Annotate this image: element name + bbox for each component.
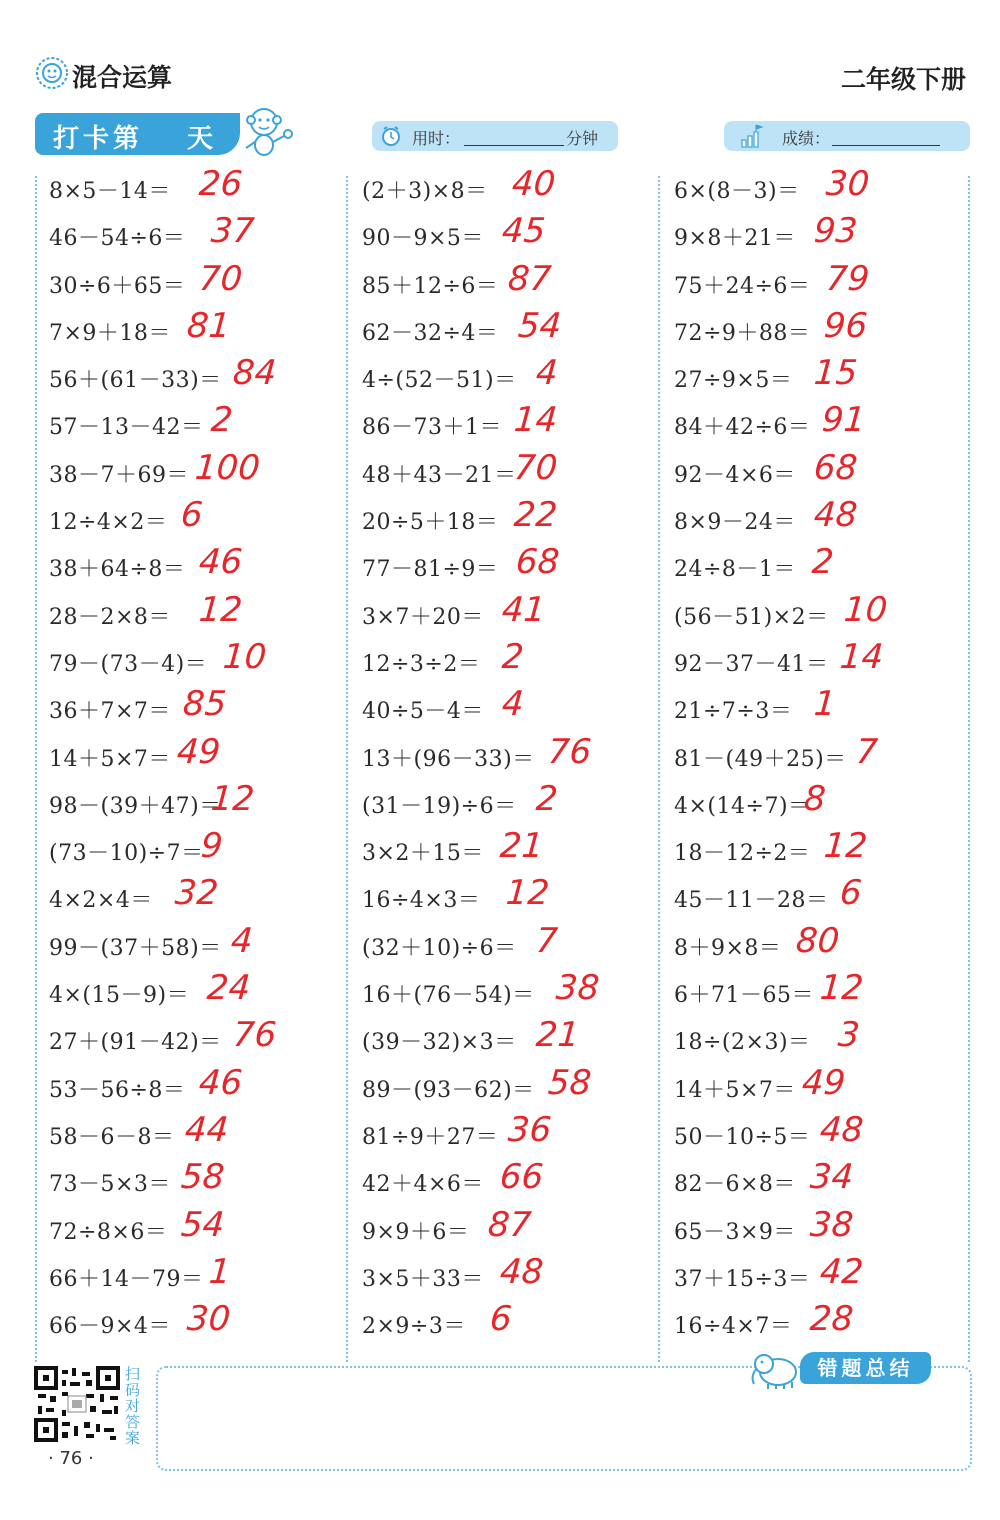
problem-row	[362, 1015, 662, 1062]
score-field	[724, 121, 970, 151]
problem-equation: (56－51)×2＝	[674, 604, 829, 630]
problem-equation: 66＋14－79＝	[49, 1266, 204, 1292]
handwritten-answer: 87	[486, 1204, 533, 1245]
handwritten-answer: 12	[197, 589, 244, 630]
problem-row	[362, 921, 662, 968]
problem-equation: 45－11－28＝	[674, 888, 829, 914]
page-number: · 76 ·	[48, 1448, 94, 1469]
problem-equation: 16÷4×7＝	[674, 1314, 793, 1340]
problem-row	[49, 968, 349, 1015]
handwritten-answer: 66	[498, 1157, 545, 1198]
problem-equation: 30÷6＋65＝	[49, 273, 186, 299]
handwritten-answer: 38	[808, 1204, 855, 1245]
problem-row	[674, 353, 974, 400]
problem-row	[674, 1252, 974, 1299]
handwritten-answer: 21	[534, 1015, 581, 1056]
checkin-label: 打卡第	[53, 124, 144, 154]
problem-row	[362, 164, 662, 211]
handwritten-answer: 26	[197, 164, 244, 204]
problem-row	[49, 637, 349, 684]
problem-equation: 89－(93－62)＝	[362, 1077, 535, 1103]
handwritten-answer: 54	[179, 1204, 226, 1245]
handwritten-answer: 84	[231, 353, 278, 394]
problem-equation: 85＋12÷6＝	[362, 273, 499, 299]
handwritten-answer: 10	[221, 636, 268, 677]
problem-equation: 24÷8－1＝	[674, 557, 796, 583]
handwritten-answer: 30	[185, 1299, 232, 1340]
problem-column-2	[362, 164, 662, 1346]
problem-equation: 2×9÷3＝	[362, 1314, 466, 1340]
problem-row	[49, 779, 349, 826]
problem-row	[674, 779, 974, 826]
problem-equation: 16÷4×3＝	[362, 888, 481, 914]
problem-equation: 73－5×3＝	[49, 1172, 171, 1198]
problem-equation: 38－7＋69＝	[49, 462, 189, 488]
handwritten-answer: 4	[500, 684, 526, 725]
problem-equation: 75＋24÷6＝	[674, 273, 811, 299]
problem-row	[362, 353, 662, 400]
handwritten-answer: 48	[812, 495, 859, 536]
problem-equation: 65－3×9＝	[674, 1219, 796, 1245]
problem-equation: 72÷8×6＝	[49, 1219, 168, 1245]
handwritten-answer: 22	[512, 495, 559, 536]
time-blank[interactable]	[464, 145, 564, 146]
handwritten-answer: 2	[810, 542, 836, 583]
problem-row	[674, 732, 974, 779]
handwritten-answer: 93	[812, 211, 859, 252]
problem-row	[674, 1110, 974, 1157]
handwritten-answer: 96	[822, 305, 869, 346]
problem-row	[362, 495, 662, 542]
problem-equation: 53－56÷8＝	[49, 1077, 186, 1103]
problem-row	[49, 1299, 349, 1346]
handwritten-answer: 2	[534, 778, 560, 819]
problem-equation: 8＋9×8＝	[674, 935, 782, 961]
problem-equation: 36＋7×7＝	[49, 699, 171, 725]
handwritten-answer: 6	[488, 1299, 514, 1340]
problem-equation: 4×(15－9)＝	[49, 983, 190, 1009]
score-blank[interactable]	[832, 145, 940, 146]
problem-equation: 28－2×8＝	[49, 604, 171, 630]
problem-row	[674, 259, 974, 306]
problem-row	[674, 1299, 974, 1346]
problem-equation: 4×2×4＝	[49, 888, 153, 914]
problem-row	[362, 306, 662, 353]
problem-equation: 92－4×6＝	[674, 462, 796, 488]
handwritten-answer: 68	[812, 447, 859, 488]
problem-row	[362, 400, 662, 447]
handwritten-answer: 38	[554, 968, 601, 1009]
problem-equation: 86－73＋1＝	[362, 415, 502, 441]
problem-row	[362, 448, 662, 495]
problem-row	[674, 637, 974, 684]
problem-row	[362, 637, 662, 684]
problem-equation: 4×(14÷7)＝	[674, 793, 811, 819]
handwritten-answer: 32	[173, 873, 220, 914]
handwritten-answer: 34	[808, 1157, 855, 1198]
handwritten-answer: 80	[794, 920, 841, 961]
handwritten-answer: 58	[546, 1062, 593, 1103]
bar-chart-icon	[740, 124, 766, 148]
problem-row	[362, 684, 662, 731]
problem-equation: 90－9×5＝	[362, 226, 484, 252]
handwritten-answer: 70	[197, 258, 244, 299]
problem-row	[674, 1015, 974, 1062]
problem-row	[49, 1110, 349, 1157]
problem-row	[49, 353, 349, 400]
problem-row	[362, 259, 662, 306]
problem-equation: 66－9×4＝	[49, 1314, 171, 1340]
problem-equation: 7×9＋18＝	[49, 320, 171, 346]
problem-row	[674, 448, 974, 495]
handwritten-answer: 46	[197, 1062, 244, 1103]
handwritten-answer: 6	[179, 495, 205, 536]
problem-equation: (2＋3)×8＝	[362, 179, 488, 204]
problem-row	[49, 542, 349, 589]
problem-equation: (73－10)÷7＝	[49, 841, 204, 867]
problem-row	[49, 1205, 349, 1252]
problem-equation: (31－19)÷6＝	[362, 793, 517, 819]
problem-row	[49, 684, 349, 731]
problem-equation: 16＋(76－54)＝	[362, 983, 535, 1009]
problem-equation: 20÷5＋18＝	[362, 510, 499, 536]
checkin-bar	[35, 113, 240, 155]
handwritten-answer: 91	[820, 400, 867, 441]
problem-row	[49, 1015, 349, 1062]
handwritten-answer: 12	[822, 826, 869, 867]
handwritten-answer: 44	[183, 1109, 230, 1150]
problem-equation: 18÷(2×3)＝	[674, 1030, 811, 1056]
problem-equation: (39－32)×3＝	[362, 1030, 517, 1056]
lion-logo-icon	[34, 54, 70, 90]
problem-equation: 9×9＋6＝	[362, 1219, 470, 1245]
problem-equation: 3×7＋20＝	[362, 604, 484, 630]
problem-equation: 8×5－14＝	[49, 179, 171, 204]
problem-equation: 50－10÷5＝	[674, 1124, 811, 1150]
handwritten-answer: 21	[498, 826, 545, 867]
handwritten-answer: 85	[181, 684, 228, 725]
problem-equation: 99－(37＋58)＝	[49, 935, 222, 961]
problem-column-3	[674, 164, 974, 1346]
handwritten-answer: 7	[854, 731, 880, 772]
problem-row	[49, 495, 349, 542]
elephant-icon	[748, 1346, 804, 1390]
time-unit: 分钟	[566, 129, 599, 148]
problem-row	[674, 968, 974, 1015]
handwritten-answer: 14	[838, 636, 885, 677]
problem-row	[674, 921, 974, 968]
problem-row	[362, 1299, 662, 1346]
score-label: 成绩：	[782, 129, 831, 148]
problem-equation: 72÷9＋88＝	[674, 320, 811, 346]
problem-equation: 98－(39＋47)＝	[49, 793, 222, 819]
problem-equation: 62－32÷4＝	[362, 320, 499, 346]
problem-equation: 37＋15÷3＝	[674, 1266, 811, 1292]
handwritten-answer: 70	[512, 447, 559, 488]
handwritten-answer: 76	[546, 731, 593, 772]
problem-row	[674, 495, 974, 542]
problem-row	[674, 1063, 974, 1110]
handwritten-answer: 12	[504, 873, 551, 914]
handwritten-answer: 12	[818, 968, 865, 1009]
handwritten-answer: 54	[516, 305, 563, 346]
handwritten-answer: 49	[175, 731, 222, 772]
problem-equation: 84＋42÷6＝	[674, 415, 811, 441]
problem-equation: 8×9－24＝	[674, 510, 796, 536]
handwritten-answer: 1	[207, 1251, 233, 1292]
problem-equation: 3×2＋15＝	[362, 841, 484, 867]
problem-equation: 27＋(91－42)＝	[49, 1030, 222, 1056]
problem-equation: 57－13－42＝	[49, 415, 204, 441]
problem-row	[674, 590, 974, 637]
handwritten-answer: 10	[842, 589, 889, 630]
problem-row	[362, 873, 662, 920]
problem-equation: 9×8＋21＝	[674, 226, 796, 252]
handwritten-answer: 2	[500, 636, 526, 677]
time-field	[372, 121, 618, 151]
qr-code-icon[interactable]	[34, 1366, 120, 1442]
handwritten-answer: 49	[800, 1062, 847, 1103]
problem-equation: 13＋(96－33)＝	[362, 746, 535, 772]
monkey-icon	[238, 100, 298, 160]
handwritten-answer: 81	[185, 305, 232, 346]
time-label: 用时：	[412, 129, 461, 148]
handwritten-answer: 45	[500, 211, 547, 252]
handwritten-answer: 9	[199, 826, 225, 867]
handwritten-answer: 41	[500, 589, 547, 630]
handwritten-answer: 24	[205, 968, 252, 1009]
problem-equation: 58－6－8＝	[49, 1124, 175, 1150]
grade-label: 二年级下册	[840, 65, 966, 94]
handwritten-answer: 2	[209, 400, 235, 441]
problem-equation: 92－37－41＝	[674, 651, 829, 677]
problem-row	[49, 448, 349, 495]
problem-row	[49, 1252, 349, 1299]
handwritten-answer: 37	[209, 211, 256, 252]
problem-row	[49, 826, 349, 873]
problem-equation: 4÷(52－51)＝	[362, 368, 517, 394]
handwritten-answer: 1	[812, 684, 838, 725]
handwritten-answer: 42	[818, 1251, 865, 1292]
problem-row	[49, 873, 349, 920]
handwritten-answer: 4	[534, 353, 560, 394]
problem-equation: 79－(73－4)＝	[49, 651, 208, 677]
handwritten-answer: 58	[179, 1157, 226, 1198]
problem-equation: 56＋(61－33)＝	[49, 368, 222, 394]
handwritten-answer: 68	[514, 542, 561, 583]
problem-row	[674, 684, 974, 731]
problem-equation: 40÷5－4＝	[362, 699, 484, 725]
column-divider	[35, 176, 37, 1362]
problem-equation: 46－54÷6＝	[49, 226, 186, 252]
problem-row	[49, 921, 349, 968]
problem-equation: 27÷9×5＝	[674, 368, 793, 394]
problem-equation: 81－(49＋25)＝	[674, 746, 847, 772]
problem-equation: 82－6×8＝	[674, 1172, 796, 1198]
problem-equation: 14＋5×7＝	[674, 1077, 796, 1103]
problem-row	[674, 873, 974, 920]
problem-row	[674, 211, 974, 258]
problem-row	[49, 732, 349, 779]
problem-row	[362, 542, 662, 589]
problem-row	[362, 1205, 662, 1252]
problem-row	[674, 400, 974, 447]
problem-row	[49, 164, 349, 211]
problem-equation: 12÷4×2＝	[49, 510, 168, 536]
problem-equation: 38＋64÷8＝	[49, 557, 186, 583]
handwritten-answer: 100	[193, 447, 262, 488]
problem-row	[362, 779, 662, 826]
problem-row	[49, 259, 349, 306]
problem-row	[362, 968, 662, 1015]
problem-row	[49, 400, 349, 447]
problem-row	[362, 1252, 662, 1299]
scan-caption: 扫码对答案	[125, 1365, 141, 1447]
problem-equation: 6×(8－3)＝	[674, 179, 800, 204]
handwritten-answer: 28	[808, 1299, 855, 1340]
problem-equation: 12÷3÷2＝	[362, 651, 481, 677]
handwritten-answer: 15	[812, 353, 859, 394]
handwritten-answer: 79	[824, 258, 871, 299]
problem-row	[49, 306, 349, 353]
handwritten-answer: 48	[818, 1109, 865, 1150]
handwritten-answer: 6	[838, 873, 864, 914]
problem-row	[49, 1157, 349, 1204]
clock-icon	[380, 125, 402, 147]
handwritten-answer: 14	[512, 400, 559, 441]
problem-equation: 3×5＋33＝	[362, 1266, 484, 1292]
problem-equation: 21÷7÷3＝	[674, 699, 793, 725]
checkin-day-label: 天	[187, 124, 214, 154]
handwritten-answer: 40	[510, 164, 557, 204]
problem-row	[674, 164, 974, 211]
problem-row	[49, 1063, 349, 1110]
problem-row	[362, 826, 662, 873]
problem-row	[362, 1063, 662, 1110]
problem-row	[362, 1157, 662, 1204]
handwritten-answer: 46	[197, 542, 244, 583]
problem-row	[362, 211, 662, 258]
problem-row	[362, 732, 662, 779]
problem-equation: 6＋71－65＝	[674, 983, 814, 1009]
handwritten-answer: 12	[209, 778, 256, 819]
page-title: 混合运算	[72, 63, 173, 92]
problem-row	[362, 590, 662, 637]
handwritten-answer: 87	[506, 258, 553, 299]
problem-equation: (32＋10)÷6＝	[362, 935, 517, 961]
problem-row	[674, 306, 974, 353]
handwritten-answer: 30	[824, 164, 871, 204]
problem-column-1	[49, 164, 349, 1346]
handwritten-answer: 76	[231, 1015, 278, 1056]
problem-row	[49, 211, 349, 258]
problem-row	[674, 542, 974, 589]
problem-row	[49, 590, 349, 637]
handwritten-answer: 36	[506, 1109, 553, 1150]
problem-equation: 77－81÷9＝	[362, 557, 499, 583]
handwritten-answer: 48	[498, 1251, 545, 1292]
problem-equation: 42＋4×6＝	[362, 1172, 484, 1198]
problem-equation: 81÷9＋27＝	[362, 1124, 499, 1150]
problem-equation: 48＋43－21＝	[362, 462, 517, 488]
problem-row	[674, 826, 974, 873]
handwritten-answer: 7	[534, 920, 560, 961]
handwritten-answer: 4	[229, 920, 255, 961]
mistake-summary-label: 错题总结	[800, 1352, 931, 1384]
problem-equation: 18－12÷2＝	[674, 841, 811, 867]
handwritten-answer: 3	[836, 1015, 862, 1056]
handwritten-answer: 8	[802, 778, 828, 819]
problem-row	[362, 1110, 662, 1157]
problem-row	[674, 1157, 974, 1204]
problem-equation: 14＋5×7＝	[49, 746, 171, 772]
problem-row	[674, 1205, 974, 1252]
